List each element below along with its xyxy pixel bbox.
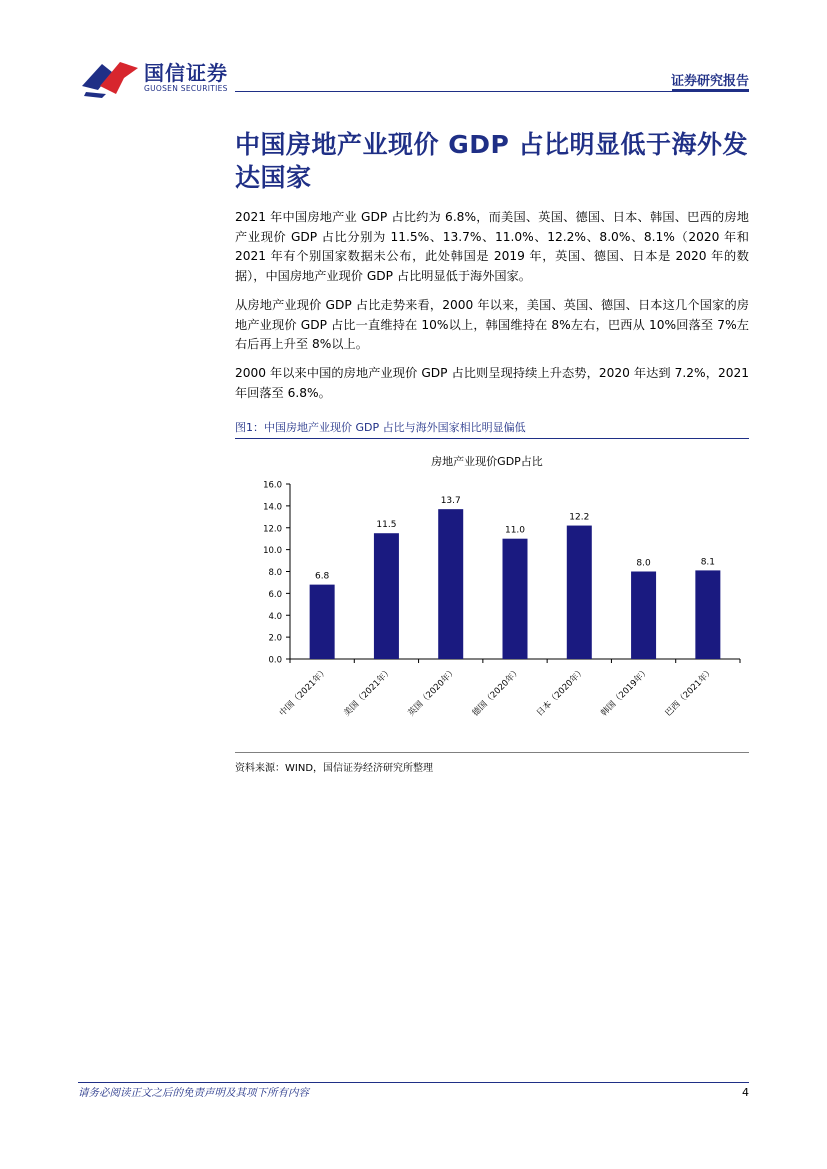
footer-divider <box>78 1082 749 1083</box>
bar <box>695 570 720 659</box>
figure-top-rule <box>235 438 749 439</box>
x-category-label: 德国（2020年） <box>470 666 524 719</box>
header-divider <box>235 91 749 92</box>
y-tick-label: 4.0 <box>268 611 282 622</box>
y-tick-label: 12.0 <box>263 524 282 535</box>
x-category-label: 巴西（2021年） <box>663 666 716 719</box>
figure-source: 资料来源：WIND，国信证券经济研究所整理 <box>235 763 434 774</box>
bar <box>310 585 335 659</box>
y-tick-label: 14.0 <box>263 502 282 513</box>
logo-english-name: GUOSEN SECURITIES <box>144 84 228 93</box>
x-category-label: 美国（2021年） <box>342 666 395 719</box>
bar-data-label: 12.2 <box>569 512 590 523</box>
header-divider-accent <box>672 89 749 91</box>
bar <box>567 526 592 659</box>
report-type-label: 证券研究报告 <box>670 74 749 89</box>
bar-data-label: 8.1 <box>700 557 716 568</box>
logo-chinese-name: 国信证券 <box>144 61 228 85</box>
figure-bottom-rule <box>235 752 749 753</box>
bar-data-label: 8.0 <box>636 558 651 569</box>
x-category-label: 韩国（2019年） <box>599 666 652 719</box>
bar-data-label: 11.0 <box>504 525 526 536</box>
bar <box>503 539 528 659</box>
guosen-logo <box>80 56 230 100</box>
paragraph-3: 2000 年以来中国的房地产业现价 GDP 占比则呈现持续上升态势，2020 年达到 7.2%，2021 年回落至 6.8%。 <box>235 366 749 400</box>
y-tick-label: 2.0 <box>268 633 282 644</box>
bar-data-label: 11.5 <box>376 520 397 531</box>
bar-data-label: 13.7 <box>440 496 461 507</box>
bar-chart <box>235 441 749 749</box>
x-category-label: 英国（2020年） <box>406 666 459 719</box>
bar-data-label: 6.8 <box>314 571 330 582</box>
y-tick-label: 0.0 <box>268 655 282 666</box>
chart-title: 房地产业现价GDP占比 <box>431 455 543 468</box>
x-category-label: 中国（2021年） <box>277 666 331 719</box>
figure-caption: 图1：中国房地产业现价 GDP 占比与海外国家相比明显偏低 <box>235 421 526 434</box>
paragraph-1: 2021 年中国房地产业 GDP 占比约为 6.8%，而美国、英国、德国、日本、韩国、巴西的房地产业现价 GDP 占比分别为 11.5%、13.7%、11.0%、12.2%、8.0%、8.1%（2020 年和 2021 年有个别国家数据未公布，此处韩国是 2019 年，英国、德国、日本是 2020 年的数据），中国房地产业现价 GDP 占比明显低于海外国家。 <box>235 210 749 283</box>
guosen-logo-icon <box>80 56 140 98</box>
y-tick-label: 10.0 <box>263 546 282 557</box>
footer-disclaimer: 请务必阅读正文之后的免责声明及其项下所有内容 <box>78 1087 309 1099</box>
y-tick-label: 8.0 <box>268 568 282 578</box>
x-category-label: 日本（2020年） <box>534 666 588 719</box>
y-tick-label: 16.0 <box>263 480 282 491</box>
bar <box>438 509 463 659</box>
y-tick-label: 6.0 <box>268 589 282 600</box>
bar <box>374 533 399 659</box>
section-title: 中国房地产业现价 GDP 占比明显低于海外发达国家 <box>235 130 749 192</box>
bar <box>631 572 656 660</box>
page-number: 4 <box>742 1086 749 1099</box>
bar-chart-svg <box>235 441 749 749</box>
paragraph-2: 从房地产业现价 GDP 占比走势来看，2000 年以来，美国、英国、德国、日本这几个国家的房地产业现价 GDP 占比一直维持在 10%以上，韩国维持在 8%左右，巴西从 10%回落至 7%左右后再上升至 8%以上。 <box>235 298 749 351</box>
